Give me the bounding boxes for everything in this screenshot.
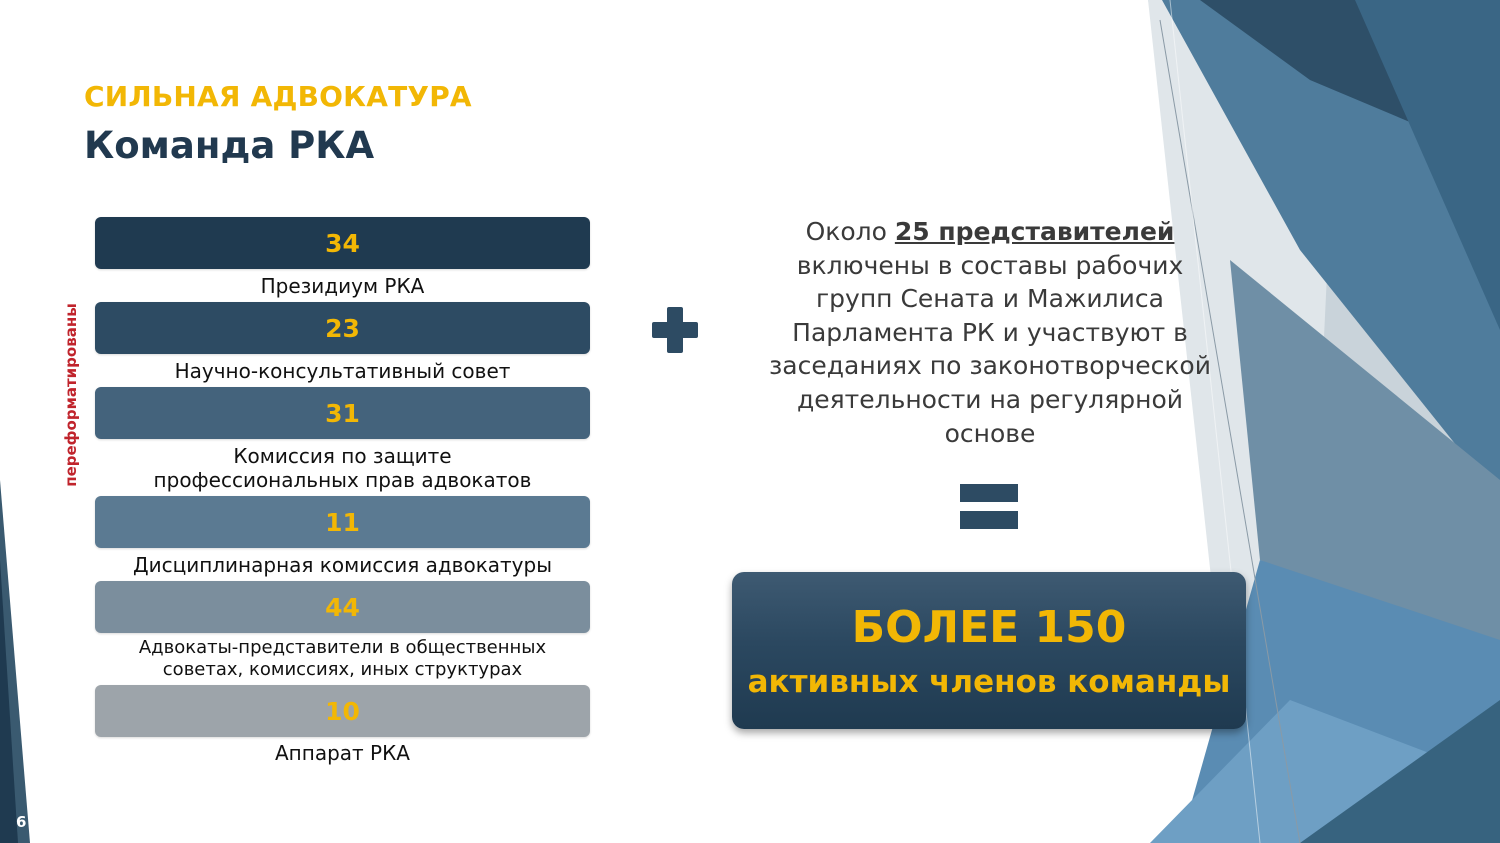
caption-line: советах, комиссиях, иных структурах <box>162 659 523 680</box>
caption-protection-commission <box>95 444 590 492</box>
caption-line: Комиссия по защите <box>233 444 452 468</box>
value-bar-advisory-council: 23 <box>95 302 590 354</box>
description-highlight: 25 представителей <box>894 217 1175 246</box>
caption-presidium: Президиум РКА <box>260 274 425 298</box>
equals-icon <box>960 484 1018 529</box>
value-bar-presidium: 34 <box>95 217 590 269</box>
result-subline: активных членов команды <box>747 664 1231 700</box>
caption-disciplinary-commission: Дисциплинарная комиссия адвокатуры <box>132 553 553 577</box>
side-label: переформатированы <box>62 303 80 487</box>
description-suffix: включены в составы рабочих групп Сената и Мажилиса Парламента РК и участвуют в заседаниях по законотворческой деятельности на регулярной основе <box>769 250 1211 448</box>
slide-title: Команда РКА <box>84 124 375 167</box>
value-bar-disciplinary-commission: 11 <box>95 496 590 548</box>
page-number: 6 <box>16 813 27 831</box>
value-bar-apparatus: 10 <box>95 685 590 737</box>
caption-line: Адвокаты-представители в общественных <box>138 637 547 658</box>
value-bar-protection-commission: 31 <box>95 387 590 439</box>
result-headline: БОЛЕЕ 150 <box>851 602 1127 653</box>
slide-kicker: СИЛЬНАЯ АДВОКАТУРА <box>84 80 472 113</box>
caption-line: профессиональных прав адвокатов <box>153 468 532 492</box>
caption-advisory-council: Научно-консультативный совет <box>174 359 511 383</box>
caption-apparatus: Аппарат РКА <box>275 741 410 765</box>
description-text <box>760 215 1220 450</box>
value-bar-representatives: 44 <box>95 581 590 633</box>
caption-representatives <box>95 637 590 681</box>
description-prefix: Около <box>805 217 895 246</box>
result-box <box>732 572 1246 729</box>
plus-icon <box>652 307 698 353</box>
